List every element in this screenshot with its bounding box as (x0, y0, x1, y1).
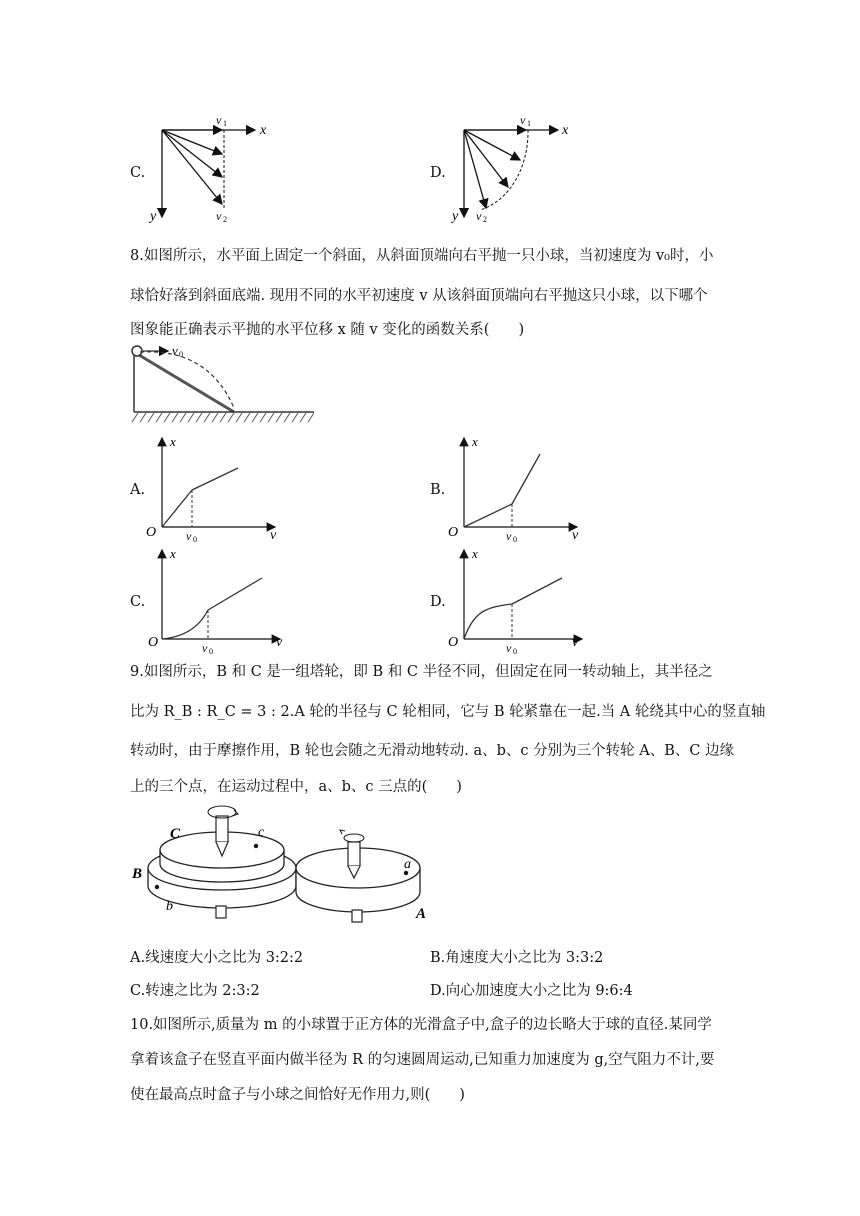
svg-text:v: v (270, 528, 277, 543)
q7c-axis-y: y (150, 209, 157, 224)
q7c-v1: v (216, 113, 222, 127)
svg-text:v: v (186, 529, 192, 543)
q9-text-line3: 转动时，由于摩擦作用，B 轮也会随之无滑动地转动. a、b、c 分别为三个转轮 A、B、C 边缘 (130, 743, 735, 759)
q7c-v1-sub: 1 (223, 119, 227, 128)
q8-graph-d (442, 544, 587, 656)
svg-text:v: v (572, 635, 579, 650)
svg-text:v: v (202, 641, 208, 655)
q7d-v1-sub: 1 (527, 119, 531, 128)
q8-graph-b (442, 432, 587, 544)
q8-text-line3: 图象能正确表示平抛的水平位移 x 随 v 变化的函数关系( ) (130, 322, 525, 338)
svg-text:v: v (506, 529, 512, 543)
svg-text:v: v (506, 641, 512, 655)
q7d-v1: v (520, 113, 526, 127)
svg-text:0: 0 (209, 647, 213, 656)
svg-text:0: 0 (513, 535, 517, 544)
q9-text-line4: 上的三个点，在运动过程中，a、b、c 三点的( ) (130, 779, 462, 795)
svg-text:0: 0 (513, 647, 517, 656)
q8-option-a-label[interactable]: A. (130, 482, 146, 498)
q9-label-b: b (166, 899, 173, 914)
q7d-v2: v (476, 209, 482, 223)
svg-text:x: x (472, 434, 478, 449)
svg-text:O: O (146, 525, 157, 540)
q9-text-line1: 9.如图所示，B 和 C 是一组塔轮，即 B 和 C 半径不同，但固定在同一转动轴上，其半径之 (130, 664, 713, 680)
q9-label-B: B (132, 866, 143, 882)
svg-text:x: x (170, 434, 176, 449)
q9-label-A: A (416, 906, 427, 922)
q7d-v2-sub: 2 (483, 215, 487, 224)
q9-text-line2: 比为 R_B : R_C = 3 : 2.A 轮的半径与 C 轮相同，它与 B 轮紧靠在一起.当 A 轮绕其中心的竖直轴 (130, 704, 766, 720)
q8-fig-v0: v (172, 343, 178, 358)
q7d-axis-y: y (452, 209, 459, 224)
q7-figure-c (150, 112, 280, 224)
q10-text-line1: 10.如图所示,质量为 m 的小球置于正方体的光滑盒子中,盒子的边长略大于球的直径.某同学 (130, 1017, 712, 1033)
svg-text:x: x (170, 546, 176, 561)
q7-option-c-label[interactable]: C. (130, 165, 146, 181)
q9-option-d[interactable]: D.向心加速度大小之比为 9:6:4 (430, 983, 633, 999)
svg-text:O: O (448, 525, 459, 540)
q7c-axis-x: x (260, 123, 267, 138)
q7c-v2-sub: 2 (223, 215, 227, 224)
svg-text:O: O (448, 635, 459, 650)
svg-text:x: x (472, 546, 478, 561)
q8-option-b-label[interactable]: B. (430, 482, 446, 498)
q7d-axis-x: x (562, 123, 569, 138)
q8-graph-a (140, 432, 285, 544)
svg-text:v: v (276, 635, 283, 650)
q9-option-c[interactable]: C.转速之比为 2:3:2 (130, 983, 260, 999)
svg-text:0: 0 (193, 535, 197, 544)
q7-figure-d (450, 112, 580, 224)
q7c-v2: v (216, 209, 222, 223)
q9-option-b[interactable]: B.角速度大小之比为 3:3:2 (430, 950, 604, 966)
q8-option-d-label[interactable]: D. (430, 594, 446, 610)
q9-label-a: a (404, 857, 411, 872)
svg-text:v: v (572, 528, 579, 543)
q8-option-c-label[interactable]: C. (130, 594, 146, 610)
q9-option-a[interactable]: A.线速度大小之比为 3:2:2 (130, 950, 304, 966)
q8-incline-figure (128, 342, 320, 426)
q8-fig-v0-sub: 0 (179, 350, 183, 359)
q8-text-line1: 8.如图所示，水平面上固定一个斜面，从斜面顶端向右平抛一只小球，当初速度为 v₀时，小 (130, 248, 714, 264)
svg-text:O: O (148, 635, 159, 650)
q10-text-line3: 使在最高点时盒子与小球之间恰好无作用力,则( ) (130, 1087, 465, 1103)
q8-text-line2: 球恰好落到斜面底端. 现用不同的水平初速度 v 从该斜面顶端向右平抛这只小球，以下哪个 (130, 288, 708, 304)
q10-text-line2: 拿着该盒子在竖直平面内做半径为 R 的匀速圆周运动,已知重力加速度为 g,空气阻力不计,要 (130, 1052, 715, 1068)
q9-label-C: C (170, 826, 181, 842)
q9-tower-wheel-figure (128, 806, 438, 934)
q9-label-c: c (258, 825, 265, 840)
q7-option-d-label[interactable]: D. (430, 165, 446, 181)
q8-graph-c (140, 544, 285, 656)
